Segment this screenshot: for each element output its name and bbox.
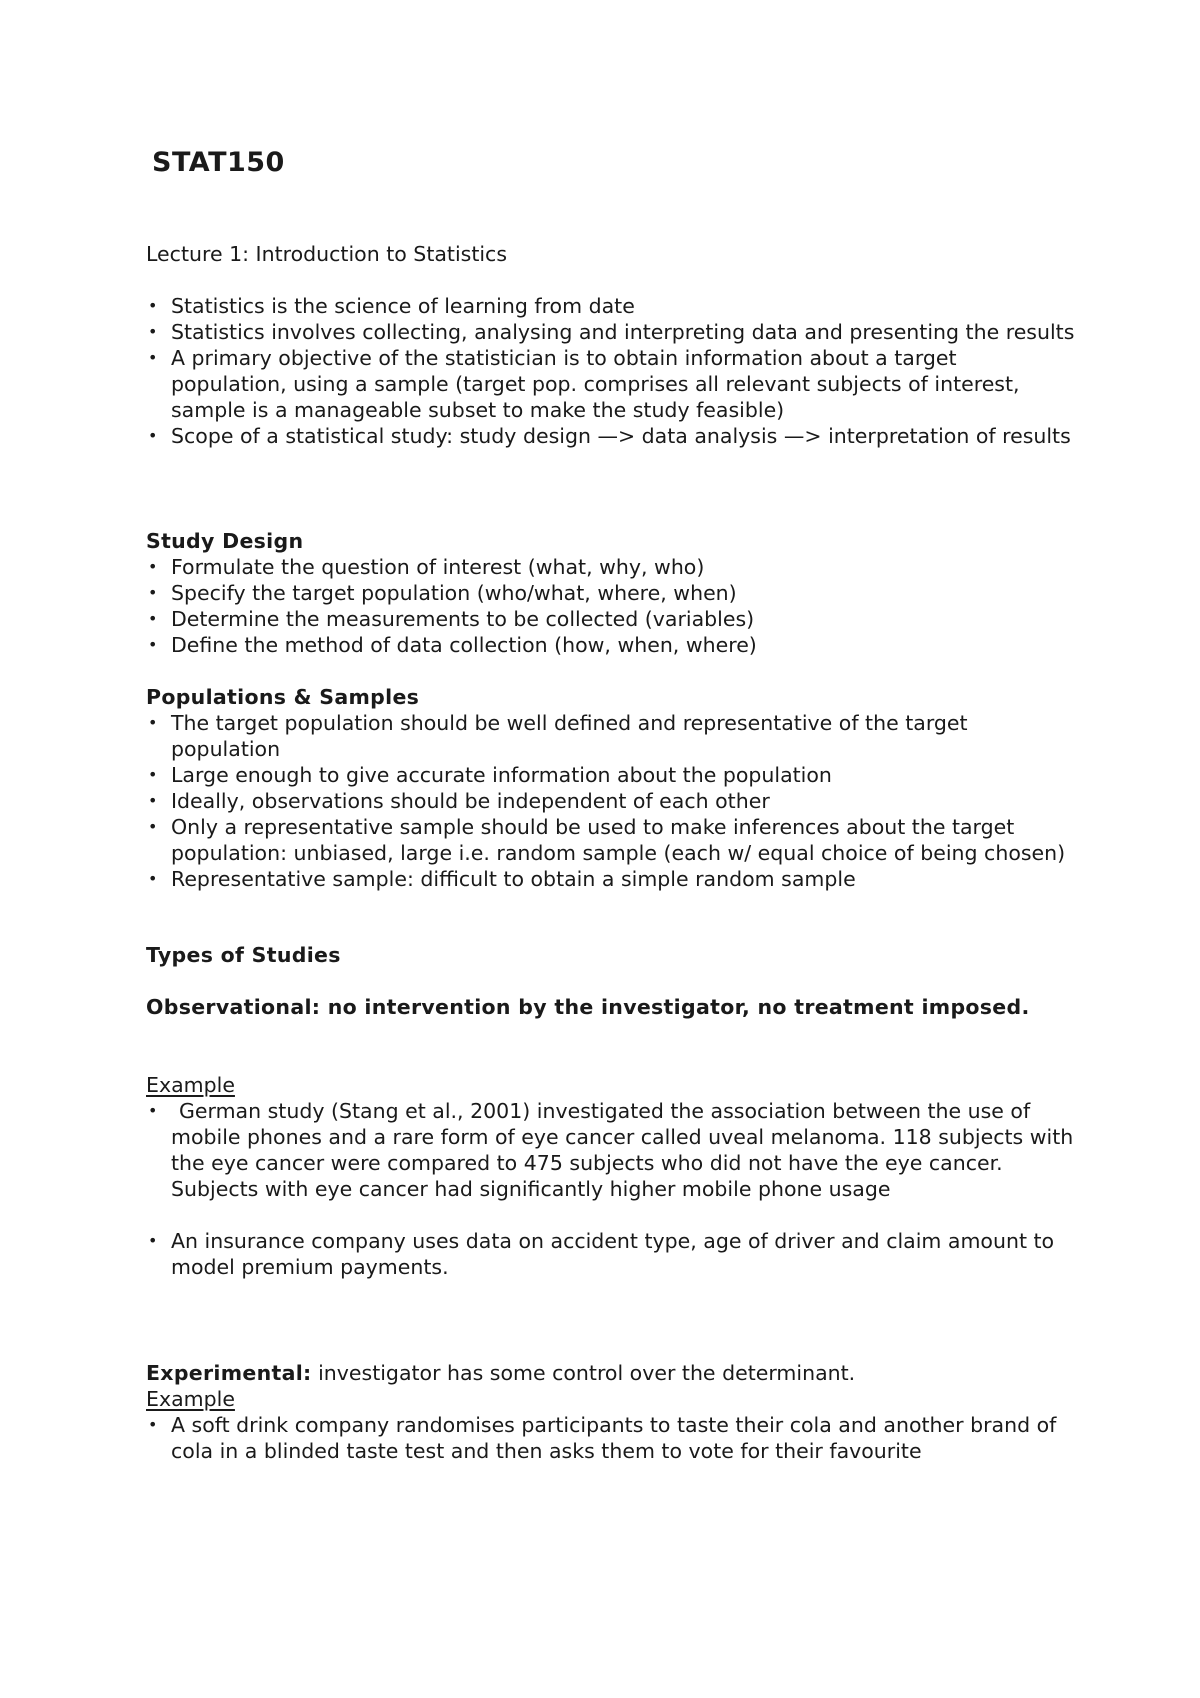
intro-section: [146, 293, 1076, 449]
experimental-section: [146, 1360, 1076, 1464]
populations-bullet: • Large enough to give accurate information about the population: [146, 762, 1076, 788]
experimental-example-label: Example: [146, 1387, 235, 1411]
populations-samples-section: [146, 684, 1076, 892]
observational-example-section: [146, 1072, 1076, 1280]
experimental-heading: [146, 1360, 1076, 1386]
intro-bullet: • Statistics involves collecting, analysing and interpreting data and presenting the results: [146, 319, 1076, 345]
experimental-heading-bold: Experimental:: [146, 1361, 312, 1385]
study-design-bullet: • Specify the target population (who/what, where, when): [146, 580, 1076, 606]
populations-bullet: • The target population should be well defined and representative of the target population: [146, 710, 1076, 762]
observational-example-label: Example: [146, 1073, 235, 1097]
intro-bullet-list: [146, 293, 1076, 449]
lecture-title: Lecture 1: Introduction to Statistics: [146, 242, 508, 266]
populations-samples-heading: Populations & Samples: [146, 685, 420, 709]
observational-example-list: [146, 1098, 1076, 1280]
types-of-studies-heading: Types of Studies: [146, 943, 341, 967]
experimental-heading-rest: investigator has some control over the determinant.: [311, 1361, 856, 1385]
observational-heading: Observational: no intervention by the investigator, no treatment imposed.: [146, 995, 1030, 1019]
populations-bullet: • Ideally, observations should be independent of each other: [146, 788, 1076, 814]
observational-example-text: German study (Stang et al., 2001) investigated the association between the use of mobile phones and a rare form of eye cancer called uveal melanoma. 118 subjects with the eye cancer were compared to 475 subjects who did not have the eye cancer. Subjects with eye cancer had significantly higher mobile phone usage: [171, 1099, 1074, 1201]
observational-example-bullet: • An insurance company uses data on accident type, age of driver and claim amount to model premium payments.: [146, 1228, 1076, 1280]
intro-bullet: • Scope of a statistical study: study design —> data analysis —> interpretation of results: [146, 423, 1076, 449]
experimental-example-bullet: • A soft drink company randomises participants to taste their cola and another brand of cola in a blinded taste test and then asks them to vote for their favourite: [146, 1412, 1076, 1464]
populations-bullet: • Representative sample: difficult to obtain a simple random sample: [146, 866, 1076, 892]
study-design-section: [146, 528, 1076, 658]
study-design-bullet: • Define the method of data collection (how, when, where): [146, 632, 1076, 658]
populations-bullet: • Only a representative sample should be used to make inferences about the target population: unbiased, large i.e. random sample (each w/ equal choice of being chosen): [146, 814, 1076, 866]
study-design-bullet: • Formulate the question of interest (what, why, who): [146, 554, 1076, 580]
intro-bullet: • Statistics is the science of learning from date: [146, 293, 1076, 319]
experimental-example-list: [146, 1412, 1076, 1464]
observational-example-bullet: [146, 1098, 1076, 1202]
intro-bullet: • A primary objective of the statistician is to obtain information about a target population, using a sample (target pop. comprises all relevant subjects of interest, sample is a manageable subset to make the study feasible): [146, 345, 1076, 423]
course-code-title: STAT150: [152, 147, 285, 178]
study-design-heading: Study Design: [146, 529, 304, 553]
study-design-bullet: • Determine the measurements to be collected (variables): [146, 606, 1076, 632]
study-design-bullet-list: [146, 554, 1076, 658]
populations-samples-bullet-list: [146, 710, 1076, 892]
